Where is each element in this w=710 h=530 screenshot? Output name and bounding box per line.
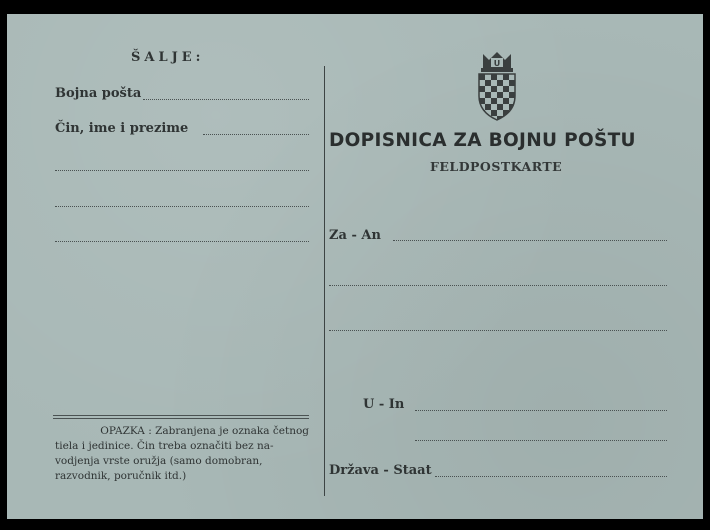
note-rule-bottom: [53, 418, 309, 419]
city-line[interactable]: [415, 410, 667, 411]
field-post-label: Bojna pošta: [55, 86, 142, 101]
to-label: Za - An: [329, 228, 381, 243]
croatian-coat-of-arms-icon: [475, 50, 519, 122]
rank-name-line[interactable]: [203, 134, 309, 135]
sender-address-line-3[interactable]: [55, 241, 309, 242]
note-line-1: OPAZKA : Zabranjena je oznaka četnog: [100, 425, 309, 437]
field-post-line[interactable]: [143, 99, 309, 100]
note-rule-top: [53, 415, 309, 416]
to-line[interactable]: [393, 240, 667, 241]
city-line-2[interactable]: [415, 440, 667, 441]
sender-heading: ŠALJE:: [131, 50, 205, 65]
address-line-1[interactable]: [329, 285, 667, 286]
city-label: U - In: [363, 397, 405, 412]
svg-text:U: U: [493, 59, 501, 68]
address-line-2[interactable]: [329, 330, 667, 331]
center-divider: [324, 66, 325, 496]
note-line-3: vodjenja vrste oružja (samo domobran,: [55, 455, 263, 467]
country-line[interactable]: [435, 476, 667, 477]
card-subtitle: FELDPOSTKARTE: [430, 159, 563, 174]
sender-address-line-2[interactable]: [55, 206, 309, 207]
card-title: DOPISNICA ZA BOJNU POŠTU: [329, 130, 636, 151]
note-text: [55, 424, 309, 484]
postcard: [7, 14, 703, 519]
note-line-2: tiela i jedinice. Čin treba označiti bez na-: [55, 440, 274, 452]
sender-address-line-1[interactable]: [55, 170, 309, 171]
country-label: Država - Staat: [329, 463, 432, 478]
note-line-4: razvodnik, poručnik itd.): [55, 470, 187, 482]
rank-name-label: Čin, ime i prezime: [55, 121, 189, 136]
